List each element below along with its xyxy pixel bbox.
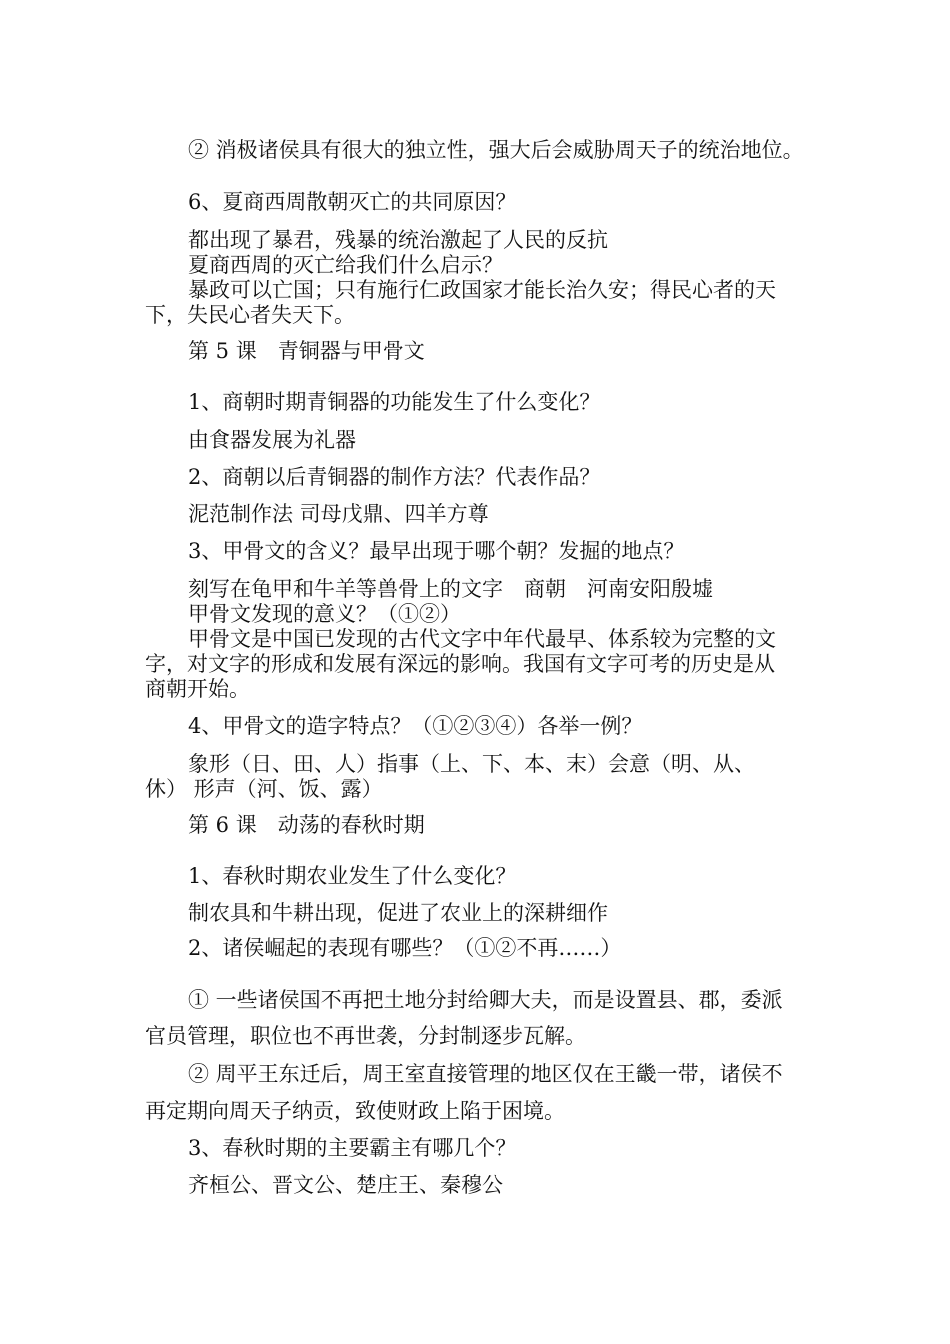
- lesson-heading: 第 5 课 青铜器与甲骨文: [188, 339, 425, 363]
- text-line: 都出现了暴君，残暴的统治激起了人民的反抗: [188, 228, 608, 252]
- question-heading: 3、春秋时期的主要霸主有哪几个？: [188, 1136, 517, 1160]
- question-heading: 1、春秋时期农业发生了什么变化？: [188, 864, 517, 888]
- text-line: 下，失民心者失天下。: [145, 303, 355, 327]
- text-line: 泥范制作法 司母戊鼎、四羊方尊: [188, 502, 489, 526]
- text-line: 字，对文字的形成和发展有深远的影响。我国有文字可考的历史是从: [145, 652, 775, 676]
- text-line: 由食器发展为礼器: [188, 428, 356, 452]
- text-line: 商朝开始。: [145, 677, 250, 701]
- text-line: ② 周平王东迁后，周王室直接管理的地区仅在王畿一带，诸侯不: [188, 1062, 783, 1086]
- text-line: 齐桓公、晋文公、楚庄王、秦穆公: [188, 1173, 503, 1197]
- text-line: 再定期向周天子纳贡，致使财政上陷于困境。: [145, 1099, 565, 1123]
- text-line: 象形（日、田、人）指事（上、下、本、末）会意（明、从、: [188, 752, 755, 776]
- question-heading: 4、甲骨文的造字特点？（①②③④）各举一例？: [188, 714, 643, 738]
- text-line: ① 一些诸侯国不再把土地分封给卿大夫，而是设置县、郡，委派: [188, 988, 783, 1012]
- text-line: ② 消极诸侯具有很大的独立性，强大后会威胁周天子的统治地位。: [188, 138, 804, 162]
- text-line: 制农具和牛耕出现，促进了农业上的深耕细作: [188, 901, 608, 925]
- question-heading: 甲骨文发现的意义？（①②）: [188, 602, 461, 626]
- lesson-heading: 第 6 课 动荡的春秋时期: [188, 813, 425, 837]
- question-heading: 6、夏商西周散朝灭亡的共同原因？: [188, 190, 517, 214]
- question-heading: 3、甲骨文的含义？最早出现于哪个朝？发掘的地点？: [188, 539, 685, 563]
- question-heading: 2、商朝以后青铜器的制作方法？代表作品？: [188, 465, 601, 489]
- question-heading: 2、诸侯崛起的表现有哪些？（①②不再……）: [188, 936, 622, 960]
- text-line: 休） 形声（河、饭、露）: [145, 777, 383, 801]
- text-line: 刻写在龟甲和牛羊等兽骨上的文字 商朝 河南安阳殷墟: [188, 577, 713, 601]
- question-heading: 夏商西周的灭亡给我们什么启示？: [188, 253, 503, 277]
- text-line: 官员管理，职位也不再世袭，分封制逐步瓦解。: [145, 1024, 586, 1048]
- question-heading: 1、商朝时期青铜器的功能发生了什么变化？: [188, 390, 601, 414]
- text-line: 暴政可以亡国；只有施行仁政国家才能长治久安；得民心者的天: [188, 278, 776, 302]
- text-line: 甲骨文是中国已发现的古代文字中年代最早、体系较为完整的文: [188, 627, 776, 651]
